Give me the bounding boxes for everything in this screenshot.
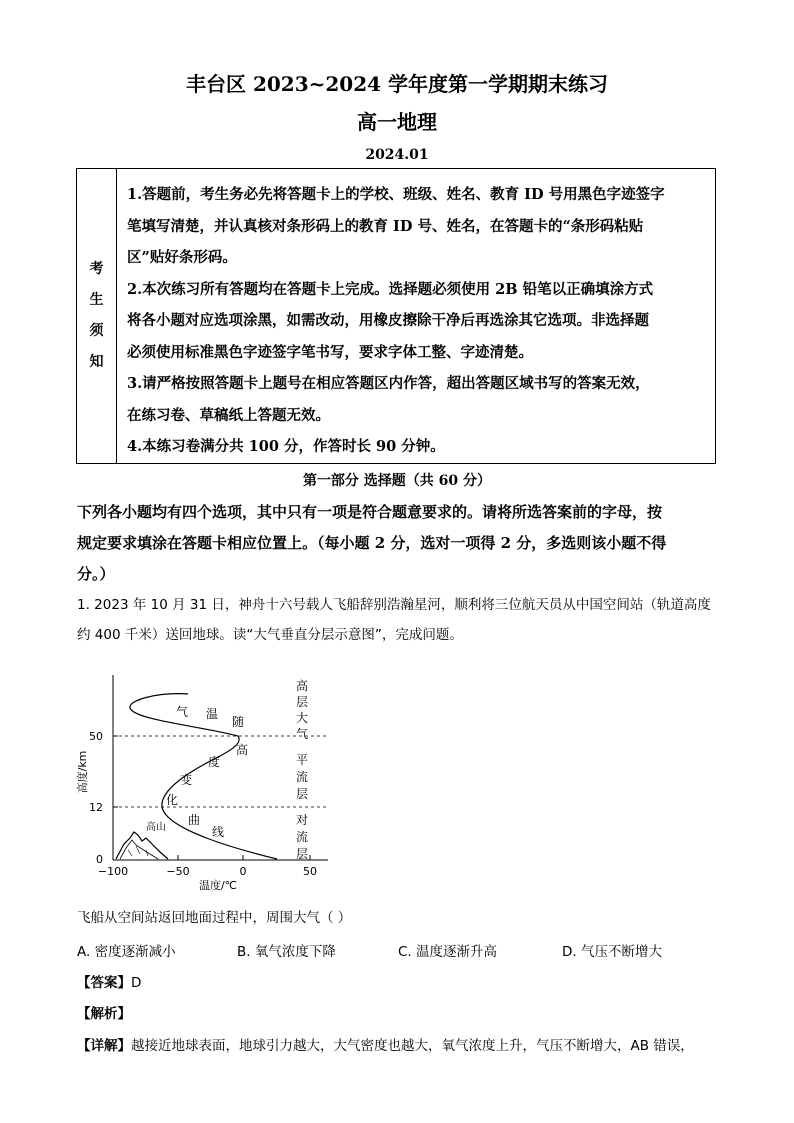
layer-trop-char: 对	[296, 813, 309, 827]
curve-label-char: 化	[166, 793, 179, 807]
notice-box	[76, 168, 716, 464]
curve-label-char: 度	[208, 755, 221, 769]
curve-label-char: 变	[180, 773, 193, 787]
layer-strat-char: 流	[296, 770, 309, 784]
x-tick-label: −100	[97, 865, 129, 878]
option-c: C. 温度逐渐升高	[398, 944, 498, 960]
instruction-line: 规定要求填涂在答题卡相应位置上。（每小题 2 分，选对一项得 2 分，多选则该小题不得	[77, 534, 667, 552]
notice-line: 2.本次练习所有答题均在答题卡上完成。选择题必须使用 2B 铅笔以正确填涂方式	[127, 280, 654, 298]
curve-label-char: 曲	[188, 813, 201, 827]
x-tick-label: 50	[303, 865, 317, 878]
instruction-line: 分。）	[77, 565, 115, 583]
subject-title: 高一地理	[357, 110, 437, 134]
layer-upper-char: 层	[296, 695, 309, 709]
notice-side-char: 知	[89, 354, 104, 370]
notice-line: 笔填写清楚，并认真核对条形码上的教育 ID 号、姓名，在答题卡的“条形码粘贴	[127, 217, 644, 235]
exam-title: 丰台区 2023~2024 学年度第一学期期末练习	[185, 72, 608, 96]
notice-line: 1.答题前，考生务必先将答题卡上的学校、班级、姓名、教育 ID 号用黑色字迹签字	[127, 186, 665, 203]
notice-line: 必须使用标准黑色字迹签字笔书写，要求字体工整、字迹清楚。	[127, 343, 533, 361]
option-a: A. 密度逐渐减小	[77, 944, 176, 960]
detail-line	[77, 1034, 694, 1054]
instruction-line: 下列各小题均有四个选项，其中只有一项是符合题意要求的。请将所选答案前的字母，按	[77, 503, 663, 521]
y-tick-label: 0	[96, 853, 103, 866]
layer-strat-char: 平	[296, 753, 309, 767]
analysis-line	[77, 1002, 131, 1022]
curve-label-char: 温	[206, 707, 219, 721]
notice-line: 3.请严格按照答题卡上题号在相应答题区内作答，超出答题区域书写的答案无效，	[127, 375, 650, 392]
detail-text: 越接近地球表面，地球引力越大，大气密度也越大，氧气浓度上升，气压不断增大，AB 错误，	[131, 1038, 694, 1054]
layer-trop-char: 流	[296, 830, 309, 844]
curve-label-char: 高	[236, 743, 249, 757]
temperature-curve	[130, 694, 277, 859]
notice-side-char: 须	[89, 323, 104, 339]
x-tick-label: −50	[166, 865, 190, 878]
mountain-outline	[116, 832, 168, 859]
y-axis-label: 高度/km	[76, 750, 89, 794]
y-tick-label: 50	[89, 730, 103, 743]
notice-line: 将各小题对应选项涂黑，如需改动，用橡皮擦除干净后再选涂其它选项。非选择题	[127, 312, 649, 329]
notice-side-char: 生	[89, 292, 104, 308]
option-d: D. 气压不断增大	[562, 944, 662, 960]
notice-side-char: 考	[89, 261, 104, 277]
layer-upper-char: 大	[296, 711, 309, 725]
x-tick-label: 0	[239, 865, 247, 878]
curve-label-char: 线	[212, 825, 225, 839]
question-stem-line: 约 400 千米）送回地球。读“大气垂直分层示意图”，完成问题。	[77, 627, 463, 643]
detail-label: 【详解】	[77, 1038, 131, 1054]
answer-label: 【答案】	[77, 975, 131, 991]
answer-line	[77, 971, 141, 991]
x-axis-label: 温度/℃	[198, 879, 238, 892]
curve-label-char: 气	[176, 705, 189, 719]
curve-label-char: 随	[232, 715, 245, 729]
layer-upper-char: 高	[296, 679, 309, 693]
notice-side-label	[77, 169, 117, 463]
notice-line: 区”贴好条形码。	[127, 249, 237, 266]
section-title: 第一部分 选择题（共 60 分）	[302, 473, 492, 489]
instructions	[77, 497, 717, 590]
y-tick-label: 12	[89, 801, 103, 814]
question-stem	[77, 590, 711, 650]
layer-trop-char: 层	[296, 847, 309, 861]
layer-strat-char: 层	[296, 787, 309, 801]
analysis-label: 【解析】	[77, 1006, 131, 1022]
question-stem-line: 1. 2023 年 10 月 31 日，神舟十六号载人飞船辞别浩瀚星河，顺利将三位航天员从中国空间站（轨道高度	[77, 597, 711, 613]
question-prompt: 飞船从空间站返回地面过程中，周围大气（ ）	[77, 910, 352, 926]
exam-date: 2024.01	[365, 147, 429, 163]
notice-line: 4.本练习卷满分共 100 分，作答时长 90 分钟。	[127, 438, 445, 455]
mountain-label: 高山	[146, 822, 166, 833]
atmosphere-layer-diagram	[70, 660, 340, 895]
layer-upper-char: 气	[296, 727, 309, 741]
notice-text	[127, 179, 707, 463]
notice-line: 在练习卷、草稿纸上答题无效。	[127, 406, 330, 424]
option-b: B. 氧气浓度下降	[237, 944, 336, 960]
answer-value: D	[131, 975, 142, 991]
